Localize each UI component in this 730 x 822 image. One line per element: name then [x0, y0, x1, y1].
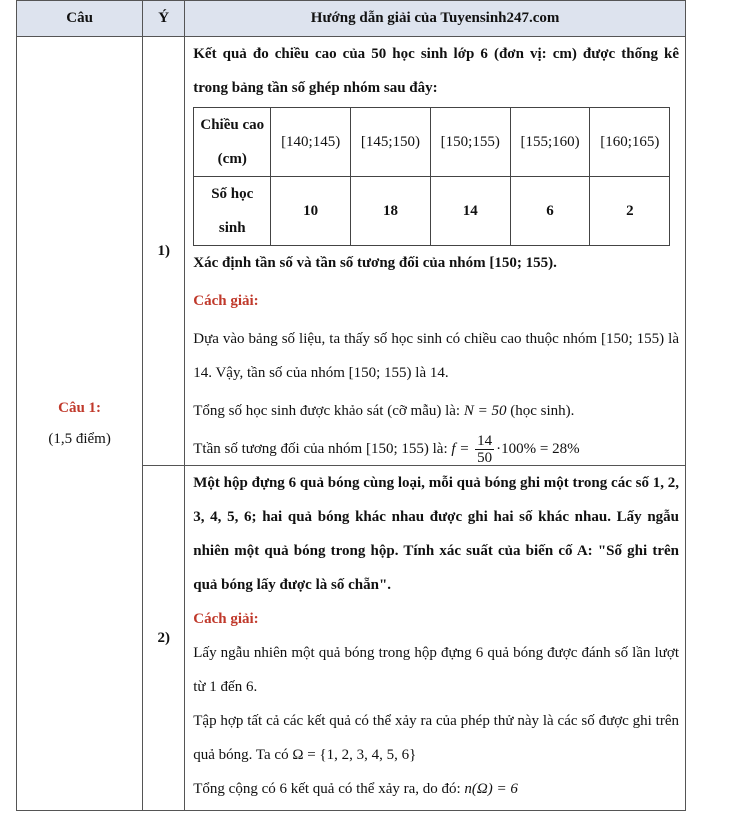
count-cell: 10: [271, 177, 351, 246]
solution-table: [16, 0, 686, 811]
part1-line1: Dựa vào bảng số liệu, ta thấy số học sinh có chiều cao thuộc nhóm [150; 155) là 14. Vậy, tần số của nhóm [150; 155) là 14.: [193, 331, 679, 381]
question-points: (1,5 điểm): [48, 430, 111, 447]
sample-size-formula: N = 50: [463, 403, 507, 419]
part2-line1: Lấy ngẫu nhiên một quả bóng trong hộp đựng 6 quả bóng được đánh số lần lượt từ 1 đến 6.: [193, 645, 679, 695]
part1-task: Xác định tần số và tần số tương đối của nhóm [150; 155).: [193, 255, 557, 271]
question-title: Câu 1:: [58, 399, 102, 416]
group-cell: [150;155): [430, 108, 510, 177]
part1-line3: Ttần số tương đối của nhóm [150; 155) là: f = $\frac{14}{50}$ ·100% = 28%: [193, 433, 580, 467]
part2-line2: Tập hợp tất cả các kết quả có thể xảy ra của phép thử này là các số được ghi trên quả bóng. Ta có Ω = {1, 2, 3, 4, 5, 6}: [193, 713, 679, 763]
part1-content: [185, 37, 686, 466]
count-cell: 6: [510, 177, 590, 246]
part1-prompt: Kết quả đo chiều cao của 50 học sinh lớp 6 (đơn vị: cm) được thống kê trong bảng tần số ghép nhóm sau đây:: [193, 46, 679, 96]
frequency-table: [193, 107, 670, 246]
count-cell: 14: [430, 177, 510, 246]
part1-line2: Tổng số học sinh được khảo sát (cỡ mẫu) là: N = 50 (học sinh).: [193, 403, 575, 419]
sample-space-formula: Ω = {1, 2, 3, 4, 5, 6}: [292, 747, 417, 763]
question-cell: [17, 37, 143, 811]
height-row: [194, 108, 670, 177]
part2-prompt: Một hộp đựng 6 quả bóng cùng loại, mỗi quả bóng ghi một trong các số 1, 2, 3, 4, 5, 6; hai quả bóng khác nhau được ghi hai số khác nhau. Lấy ngẫu nhiên một quả bóng trong hộp. Tính xác suất của biến cố A: "Số ghi trên quả bóng lấy được là số chẵn".: [193, 475, 679, 593]
relative-frequency-fraction: $\frac{14}{50}$: [477, 433, 493, 467]
count-header: Số học sinh: [194, 177, 271, 246]
part2-solution-label: Cách giải:: [193, 611, 259, 627]
document-page: [16, 0, 686, 810]
group-cell: [155;160): [510, 108, 590, 177]
part1-row: [17, 37, 686, 466]
group-cell: [160;165): [590, 108, 670, 177]
count-row: [194, 177, 670, 246]
header-huongdan: Hướng dẫn giải của Tuyensinh247.com: [185, 1, 686, 37]
group-cell: [140;145): [271, 108, 351, 177]
part2-content: [185, 466, 686, 811]
group-cell: [145;150): [351, 108, 431, 177]
outcome-count-formula: n(Ω) = 6: [464, 781, 518, 797]
header-y: Ý: [143, 1, 185, 37]
part2-label: 2): [143, 466, 185, 811]
part1-label: 1): [143, 37, 185, 466]
count-cell: 18: [351, 177, 431, 246]
header-cau: Câu: [17, 1, 143, 37]
count-cell: 2: [590, 177, 670, 246]
header-row: [17, 1, 686, 37]
part1-solution-label: Cách giải:: [193, 293, 259, 309]
height-header: Chiều cao (cm): [194, 108, 271, 177]
part2-line3: Tổng cộng có 6 kết quả có thể xảy ra, do đó: n(Ω) = 6: [193, 781, 518, 797]
